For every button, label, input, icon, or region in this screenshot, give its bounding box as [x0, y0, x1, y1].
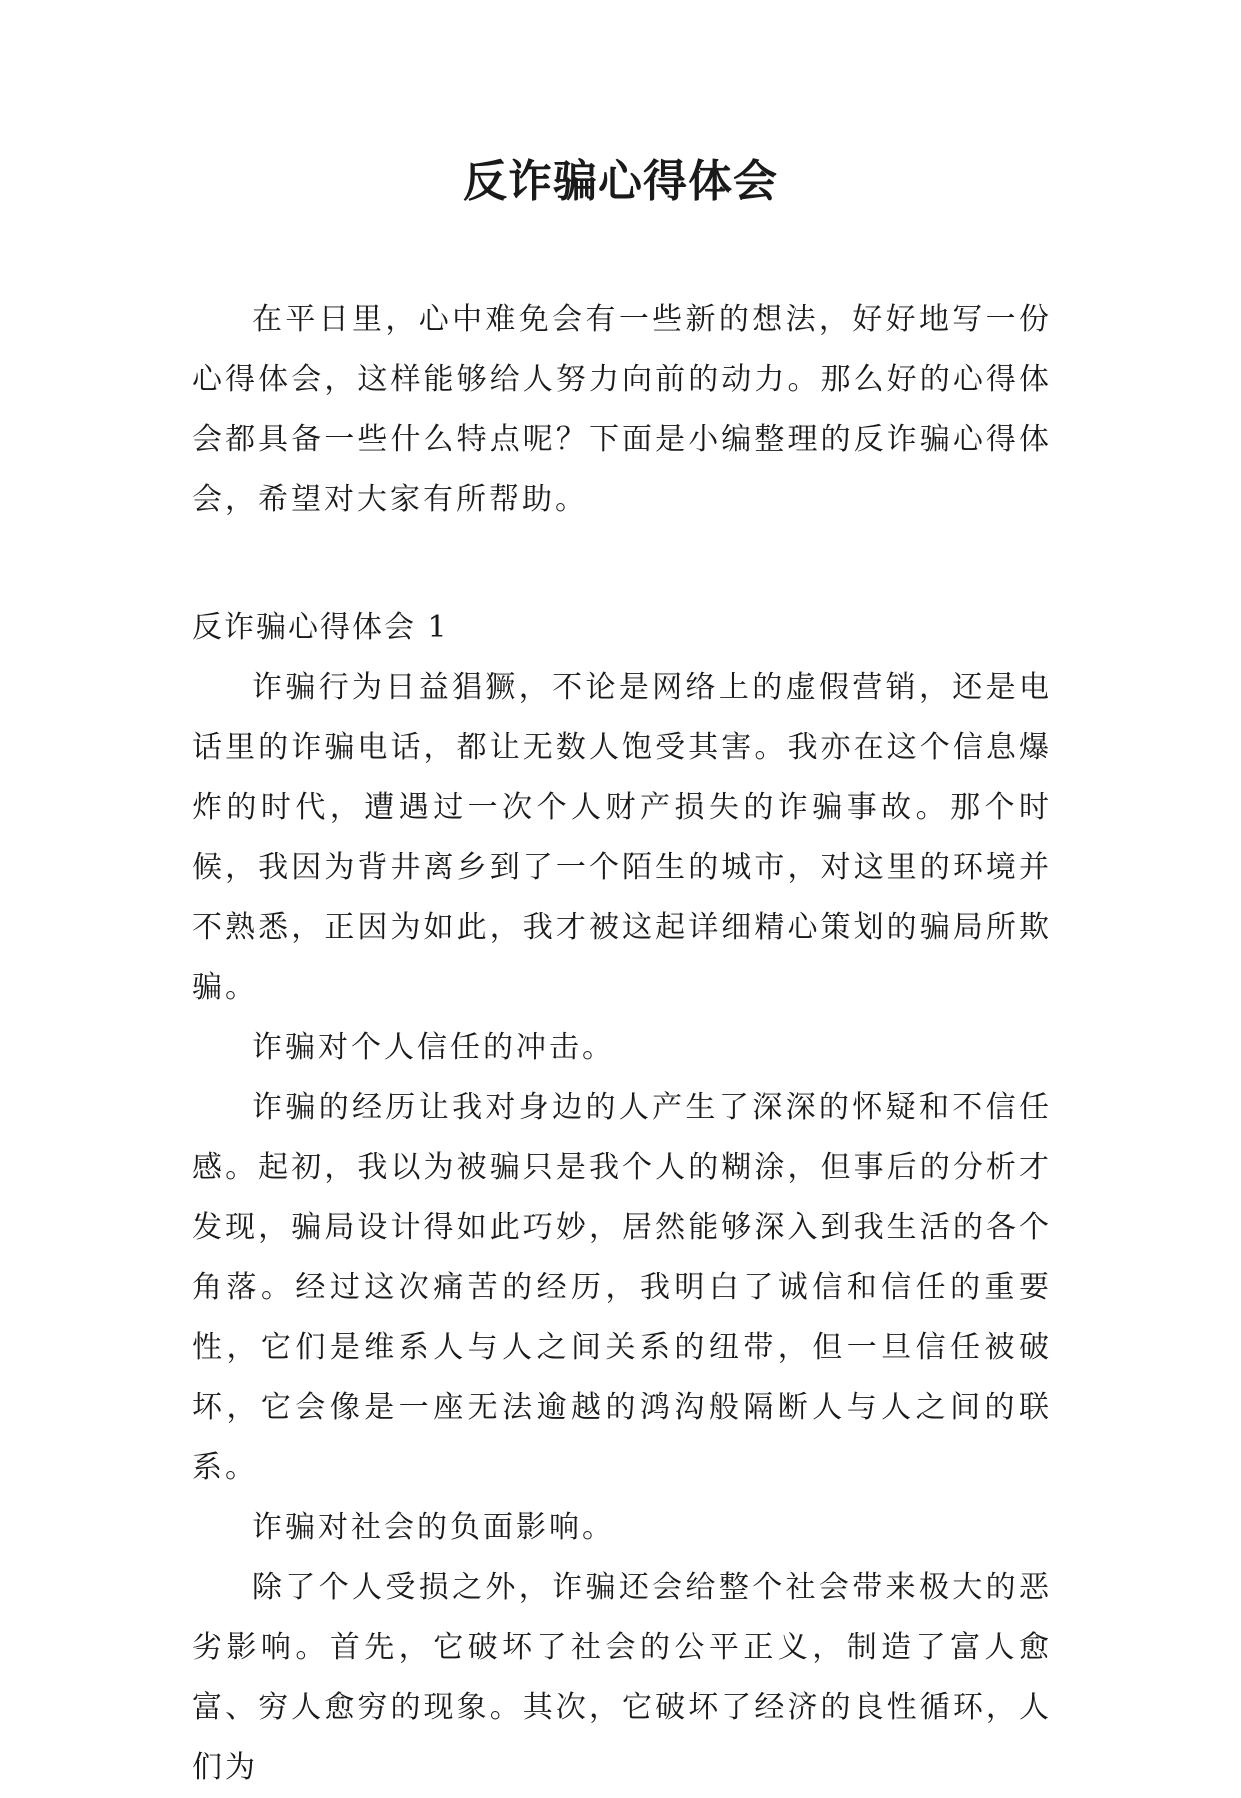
- subheading-paragraph: 诈骗对社会的负面影响。: [252, 1510, 615, 1545]
- body-paragraph: 诈骗的经历让我对身边的人产生了深深的怀疑和不信任感。起初，我以为被骗只是我个人的糊涂，但事后的分析才发现，骗局设计得如此巧妙，居然能够深入到我生活的各个角落。经过这次痛苦的经历，我明白了诚信和信任的重要性，它们是维系人与人之间关系的纽带，但一旦信任被破坏，它会像是一座无法逾越的鸿沟般隔断人与人之间的联系。: [192, 1090, 1052, 1485]
- page-title: 反诈骗心得体会: [463, 156, 778, 207]
- subheading-paragraph: 诈骗对个人信任的冲击。: [252, 1030, 615, 1065]
- intro-paragraph: 在平日里，心中难免会有一些新的想法，好好地写一份心得体会，这样能够给人努力向前的动力。那么好的心得体会都具备一些什么特点呢？下面是小编整理的反诈骗心得体会，希望对大家有所帮助。: [192, 302, 1052, 517]
- document-body: [192, 290, 1052, 1798]
- body-paragraph: 诈骗行为日益猖獗，不论是网络上的虚假营销，还是电话里的诈骗电话，都让无数人饱受其害。我亦在这个信息爆炸的时代，遭遇过一次个人财产损失的诈骗事故。那个时候，我因为背井离乡到了一个陌生的城市，对这里的环境并不熟悉，正因为如此，我才被这起详细精心策划的骗局所欺骗。: [192, 670, 1052, 1005]
- body-paragraph: 除了个人受损之外，诈骗还会给整个社会带来极大的恶劣影响。首先，它破坏了社会的公平正义，制造了富人愈富、穷人愈穷的现象。其次，它破坏了经济的良性循环，人们为: [192, 1570, 1052, 1785]
- section-heading: 反诈骗心得体会 1: [192, 610, 449, 645]
